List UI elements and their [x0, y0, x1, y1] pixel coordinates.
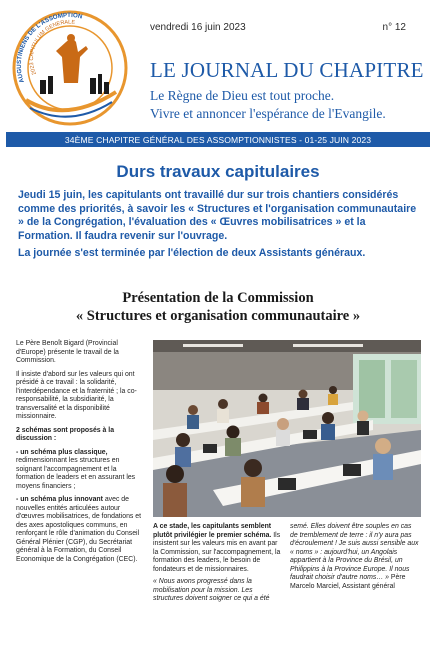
chapter-logo: [6, 4, 134, 132]
middle-column: [153, 523, 281, 608]
meeting-photo: [153, 340, 421, 517]
section-title-line-2: « Structures et organisation communautaire »: [75, 308, 361, 324]
section-title-line-1: Présentation de la Commission: [122, 290, 314, 306]
journal-title: LE JOURNAL DU CHAPITRE: [150, 58, 424, 82]
quote-author: Père Marcelo Marciel, Assistant général: [290, 574, 406, 590]
right-column: [290, 523, 420, 591]
issue-number: n° 12: [382, 22, 406, 33]
intro-paragraph-1: Jeudi 15 juin, les capitulants ont travaillé dur sur trois chantiers considérés comme des priorités, à savoir les « Structures et l'organisation communautaire » de la Congrégation, l'évaluation des « Œuvres mobilisatrices » et la Formation. Il faudra revenir sur l'ouvrage.: [18, 189, 417, 242]
quote-text: semé. Elles doivent être souples en cas de tremblement de terre : il n'y aura pas d'écroulement ! Je suis aussi sensible aux « noms » : aujourd'hui, un Angolais appartient à la Province du Brésil, un Philippins à la Province Europe. Il nous faudrait choisir d'autre noms… »: [290, 523, 419, 581]
left-p5-text: avec de nouvelles entités articulées autour d'œuvres mobilisatrices, de fondations et des axes apostoliques communs, en renforçant le rôle d'animation du Conseil Général Plénier (CGP), du Secrétariat général à la Formation, du Conseil Economique de la Congrégation (CEC).: [16, 496, 142, 563]
mid-paragraph-2: « Nous avons progressé dans la mobilisation pour la mission. Les structures doivent soigner ce qui a été: [153, 578, 270, 602]
left-p4-bold: - un schéma plus classique,: [16, 448, 108, 456]
left-paragraph-3: 2 schémas sont proposés à la discussion :: [16, 426, 115, 442]
left-paragraph-1: Le Père Benoît Bigard (Provincial d'Europe) présente le travail de la Commission.: [16, 340, 119, 364]
tagline-line-1: Le Règne de Dieu est tout proche.: [150, 88, 335, 103]
article-intro: [18, 189, 418, 265]
chapter-banner: 34ÈME CHAPITRE GÉNÉRAL DES ASSOMPTIONNISTES - 01-25 JUIN 2023: [6, 132, 430, 147]
logo-ring-text: AUGUSTINIENS DE L'ASSOMPTION: [15, 11, 84, 84]
issue-date: vendredi 16 juin 2023: [150, 22, 246, 33]
intro-paragraph-2: La journée s'est terminée par l'élection de deux Assistants généraux.: [18, 247, 366, 259]
left-p4-text: redimensionnant les structures en soignant l'accompagnement et la formation de leaders et en assurant les moyens financiers ;: [16, 457, 136, 490]
left-paragraph-2: Il insiste d'abord sur les valeurs qui ont présidé à ce travail : la solidarité, l'interdépendance et la fraternité ; la co-responsabilité, la subsidiarité, la transversalité et la disponibilité missionnaire.: [16, 370, 137, 420]
mid-p1-text: Ils insistent sur les valeurs mis en avant par la Commission, sur l'accompagnement, la formation des leaders, le besoin de fondateurs et de missionnaires.: [153, 531, 281, 573]
logo-inner-text: 2023 CAPITULUM GENERALE: [28, 19, 76, 76]
left-column: [16, 340, 144, 569]
left-p5-bold: - un schéma plus innovant: [16, 496, 103, 503]
mid-paragraph-1: [153, 523, 281, 574]
tagline-line-2: Vivre et annoncer l'espérance de l'Evangile.: [150, 106, 386, 121]
mid-p1-bold: A ce stade, les capitulants semblent plutôt privilégier le premier schéma.: [153, 523, 272, 539]
left-paragraph-4: [16, 449, 144, 492]
article-headline: Durs travaux capitulaires: [116, 162, 320, 181]
left-paragraph-5: [16, 496, 144, 564]
section-title: [0, 289, 436, 325]
